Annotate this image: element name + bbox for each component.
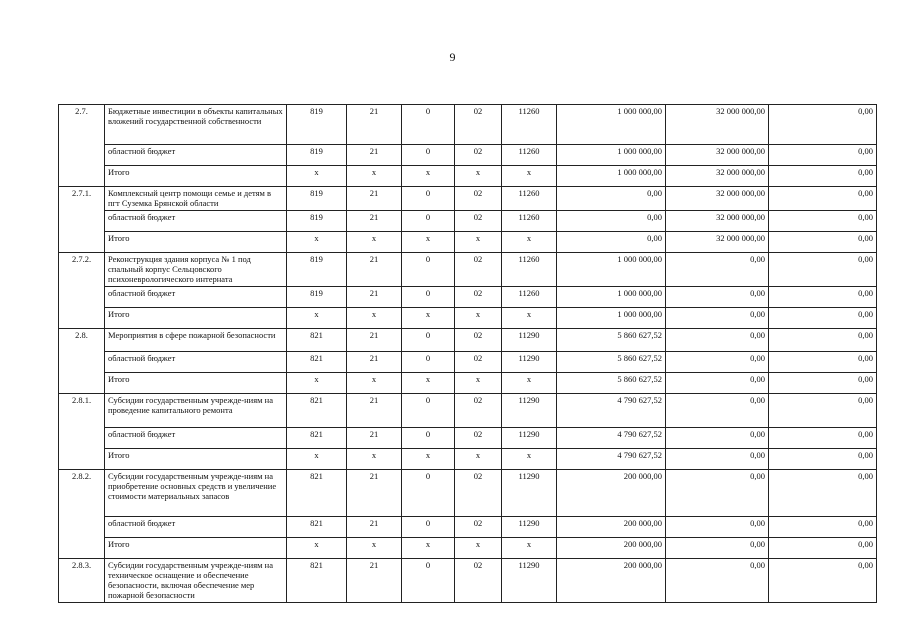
row-name-cell: Бюджетные инвестиции в объекты капитальных вложений государственной собственности bbox=[105, 105, 287, 145]
row-code-cell: х bbox=[455, 308, 502, 329]
row-code-cell: 21 bbox=[347, 287, 402, 308]
row-amount-cell: 0,00 bbox=[769, 211, 877, 232]
row-amount-cell: 32 000 000,00 bbox=[666, 105, 769, 145]
row-code-cell: х bbox=[347, 166, 402, 187]
row-code-cell: х bbox=[402, 308, 455, 329]
row-amount-cell: 1 000 000,00 bbox=[557, 145, 666, 166]
row-amount-cell: 0,00 bbox=[666, 559, 769, 603]
row-amount-cell: 0,00 bbox=[666, 538, 769, 559]
row-code-cell: х bbox=[347, 373, 402, 394]
row-code-cell: 11290 bbox=[502, 394, 557, 428]
row-code-cell: 21 bbox=[347, 394, 402, 428]
table-row bbox=[59, 517, 877, 538]
row-amount-cell: 1 000 000,00 bbox=[557, 253, 666, 287]
budget-table bbox=[58, 104, 877, 603]
row-amount-cell: 0,00 bbox=[557, 187, 666, 211]
row-code-cell: 821 bbox=[287, 428, 347, 449]
row-code-cell: 02 bbox=[455, 428, 502, 449]
row-code-cell: х bbox=[455, 373, 502, 394]
table-row bbox=[59, 428, 877, 449]
row-code-cell: х bbox=[287, 232, 347, 253]
table-row bbox=[59, 329, 877, 352]
row-name-cell: Комплексный центр помощи семье и детям в пгт Суземка Брянской области bbox=[105, 187, 287, 211]
row-code-cell: 821 bbox=[287, 329, 347, 352]
row-amount-cell: 0,00 bbox=[769, 517, 877, 538]
row-code-cell: 02 bbox=[455, 105, 502, 145]
row-code-cell: х bbox=[402, 373, 455, 394]
row-amount-cell: 0,00 bbox=[666, 373, 769, 394]
row-code-cell: 0 bbox=[402, 329, 455, 352]
table-row bbox=[59, 166, 877, 187]
row-code-cell: 11260 bbox=[502, 287, 557, 308]
row-code-cell: 21 bbox=[347, 428, 402, 449]
row-amount-cell: 0,00 bbox=[666, 470, 769, 517]
row-name-cell: областной бюджет bbox=[105, 352, 287, 373]
row-amount-cell: 32 000 000,00 bbox=[666, 187, 769, 211]
row-name-cell: Итого bbox=[105, 232, 287, 253]
row-amount-cell: 32 000 000,00 bbox=[666, 145, 769, 166]
row-code-cell: х bbox=[455, 538, 502, 559]
row-amount-cell: 0,00 bbox=[769, 145, 877, 166]
row-amount-cell: 4 790 627,52 bbox=[557, 449, 666, 470]
row-amount-cell: 0,00 bbox=[769, 428, 877, 449]
row-code-cell: 821 bbox=[287, 559, 347, 603]
row-code-cell: х bbox=[502, 449, 557, 470]
row-amount-cell: 200 000,00 bbox=[557, 538, 666, 559]
row-code-cell: 11260 bbox=[502, 105, 557, 145]
row-code-cell: 21 bbox=[347, 253, 402, 287]
row-code-cell: х bbox=[347, 449, 402, 470]
row-amount-cell: 0,00 bbox=[769, 373, 877, 394]
row-code-cell: 819 bbox=[287, 187, 347, 211]
row-code-cell: 02 bbox=[455, 517, 502, 538]
row-amount-cell: 0,00 bbox=[769, 187, 877, 211]
row-amount-cell: 32 000 000,00 bbox=[666, 166, 769, 187]
row-code-cell: 02 bbox=[455, 329, 502, 352]
row-code-cell: х bbox=[402, 232, 455, 253]
row-code-cell: х bbox=[347, 308, 402, 329]
row-number-cell: 2.8.3. bbox=[59, 559, 105, 603]
row-code-cell: 0 bbox=[402, 211, 455, 232]
row-code-cell: 02 bbox=[455, 287, 502, 308]
row-amount-cell: 0,00 bbox=[557, 232, 666, 253]
row-code-cell: 21 bbox=[347, 187, 402, 211]
row-code-cell: х bbox=[287, 449, 347, 470]
row-amount-cell: 200 000,00 bbox=[557, 470, 666, 517]
row-code-cell: 0 bbox=[402, 352, 455, 373]
row-amount-cell: 0,00 bbox=[666, 394, 769, 428]
row-code-cell: х bbox=[402, 538, 455, 559]
table-row bbox=[59, 308, 877, 329]
page-number: 9 bbox=[449, 50, 456, 64]
row-amount-cell: 5 860 627,52 bbox=[557, 329, 666, 352]
row-name-cell: областной бюджет bbox=[105, 211, 287, 232]
row-code-cell: 21 bbox=[347, 145, 402, 166]
row-amount-cell: 5 860 627,52 bbox=[557, 373, 666, 394]
row-code-cell: х bbox=[402, 166, 455, 187]
row-code-cell: 0 bbox=[402, 517, 455, 538]
row-name-cell: Субсидии государственным учрежде-ниям на проведение капитального ремонта bbox=[105, 394, 287, 428]
row-code-cell: 21 bbox=[347, 105, 402, 145]
table-row bbox=[59, 470, 877, 517]
table-row bbox=[59, 373, 877, 394]
row-code-cell: 0 bbox=[402, 394, 455, 428]
row-number-cell: 2.7. bbox=[59, 105, 105, 187]
row-code-cell: 11260 bbox=[502, 211, 557, 232]
row-name-cell: Реконструкция здания корпуса № 1 под спальный корпус Сельцовского психоневрологического интерната bbox=[105, 253, 287, 287]
row-code-cell: 11290 bbox=[502, 517, 557, 538]
row-amount-cell: 5 860 627,52 bbox=[557, 352, 666, 373]
row-amount-cell: 0,00 bbox=[666, 329, 769, 352]
row-amount-cell: 0,00 bbox=[769, 329, 877, 352]
row-code-cell: 0 bbox=[402, 253, 455, 287]
row-code-cell: х bbox=[347, 232, 402, 253]
row-name-cell: Итого bbox=[105, 538, 287, 559]
row-amount-cell: 0,00 bbox=[769, 470, 877, 517]
row-code-cell: 0 bbox=[402, 145, 455, 166]
row-number-cell: 2.8. bbox=[59, 329, 105, 394]
table-body bbox=[59, 105, 877, 603]
row-code-cell: 821 bbox=[287, 470, 347, 517]
row-amount-cell: 0,00 bbox=[666, 352, 769, 373]
row-number-cell: 2.7.2. bbox=[59, 253, 105, 329]
table-row bbox=[59, 253, 877, 287]
row-code-cell: х bbox=[347, 538, 402, 559]
row-code-cell: х bbox=[502, 538, 557, 559]
row-amount-cell: 0,00 bbox=[557, 211, 666, 232]
row-code-cell: 11290 bbox=[502, 428, 557, 449]
table-row bbox=[59, 559, 877, 603]
row-code-cell: 0 bbox=[402, 105, 455, 145]
row-code-cell: 819 bbox=[287, 253, 347, 287]
row-code-cell: 819 bbox=[287, 145, 347, 166]
table-row bbox=[59, 352, 877, 373]
row-code-cell: 11290 bbox=[502, 559, 557, 603]
row-name-cell: Итого bbox=[105, 373, 287, 394]
row-amount-cell: 0,00 bbox=[769, 449, 877, 470]
row-amount-cell: 4 790 627,52 bbox=[557, 428, 666, 449]
row-code-cell: 819 bbox=[287, 105, 347, 145]
row-code-cell: 819 bbox=[287, 287, 347, 308]
row-code-cell: х bbox=[287, 308, 347, 329]
row-amount-cell: 0,00 bbox=[769, 352, 877, 373]
row-name-cell: областной бюджет bbox=[105, 517, 287, 538]
row-name-cell: Итого bbox=[105, 308, 287, 329]
row-code-cell: 11260 bbox=[502, 145, 557, 166]
row-code-cell: 0 bbox=[402, 287, 455, 308]
row-name-cell: Итого bbox=[105, 449, 287, 470]
row-code-cell: 02 bbox=[455, 352, 502, 373]
row-code-cell: 821 bbox=[287, 394, 347, 428]
row-code-cell: х bbox=[455, 166, 502, 187]
row-amount-cell: 0,00 bbox=[769, 287, 877, 308]
row-number-cell: 2.8.1. bbox=[59, 394, 105, 470]
row-code-cell: 21 bbox=[347, 352, 402, 373]
row-code-cell: 0 bbox=[402, 428, 455, 449]
table-row bbox=[59, 232, 877, 253]
row-code-cell: х bbox=[287, 538, 347, 559]
row-amount-cell: 0,00 bbox=[769, 559, 877, 603]
row-code-cell: 02 bbox=[455, 470, 502, 517]
table-row bbox=[59, 187, 877, 211]
table-row bbox=[59, 105, 877, 145]
row-code-cell: 11290 bbox=[502, 470, 557, 517]
row-code-cell: х bbox=[402, 449, 455, 470]
row-code-cell: 02 bbox=[455, 253, 502, 287]
row-code-cell: 821 bbox=[287, 352, 347, 373]
row-code-cell: 02 bbox=[455, 394, 502, 428]
row-amount-cell: 0,00 bbox=[769, 105, 877, 145]
row-code-cell: 0 bbox=[402, 470, 455, 517]
row-amount-cell: 4 790 627,52 bbox=[557, 394, 666, 428]
row-code-cell: 02 bbox=[455, 187, 502, 211]
row-code-cell: 21 bbox=[347, 470, 402, 517]
row-code-cell: х bbox=[455, 449, 502, 470]
row-code-cell: 11260 bbox=[502, 187, 557, 211]
row-code-cell: 21 bbox=[347, 211, 402, 232]
table-row bbox=[59, 394, 877, 428]
row-number-cell: 2.7.1. bbox=[59, 187, 105, 253]
row-code-cell: 21 bbox=[347, 329, 402, 352]
row-code-cell: х bbox=[502, 308, 557, 329]
row-number-cell: 2.8.2. bbox=[59, 470, 105, 559]
row-code-cell: 21 bbox=[347, 559, 402, 603]
row-amount-cell: 200 000,00 bbox=[557, 517, 666, 538]
row-amount-cell: 0,00 bbox=[769, 253, 877, 287]
row-amount-cell: 0,00 bbox=[769, 308, 877, 329]
row-code-cell: 819 bbox=[287, 211, 347, 232]
table-row bbox=[59, 211, 877, 232]
row-name-cell: Субсидии государственным учрежде-ниям на приобретение основных средств и увеличение стоимости материальных запасов bbox=[105, 470, 287, 517]
row-name-cell: областной бюджет bbox=[105, 428, 287, 449]
row-code-cell: х bbox=[287, 373, 347, 394]
row-code-cell: 0 bbox=[402, 559, 455, 603]
row-name-cell: областной бюджет bbox=[105, 287, 287, 308]
row-code-cell: х bbox=[502, 232, 557, 253]
row-code-cell: х bbox=[502, 373, 557, 394]
row-code-cell: х bbox=[455, 232, 502, 253]
row-name-cell: Итого bbox=[105, 166, 287, 187]
row-code-cell: 11290 bbox=[502, 352, 557, 373]
row-code-cell: 02 bbox=[455, 145, 502, 166]
row-code-cell: х bbox=[502, 166, 557, 187]
row-code-cell: 0 bbox=[402, 187, 455, 211]
row-amount-cell: 0,00 bbox=[666, 428, 769, 449]
row-code-cell: х bbox=[287, 166, 347, 187]
row-code-cell: 02 bbox=[455, 559, 502, 603]
row-amount-cell: 1 000 000,00 bbox=[557, 308, 666, 329]
row-amount-cell: 1 000 000,00 bbox=[557, 105, 666, 145]
table-row bbox=[59, 538, 877, 559]
row-amount-cell: 32 000 000,00 bbox=[666, 211, 769, 232]
row-amount-cell: 0,00 bbox=[769, 232, 877, 253]
row-amount-cell: 0,00 bbox=[769, 166, 877, 187]
table-row bbox=[59, 287, 877, 308]
row-amount-cell: 0,00 bbox=[666, 308, 769, 329]
row-amount-cell: 0,00 bbox=[666, 287, 769, 308]
row-code-cell: 02 bbox=[455, 211, 502, 232]
row-amount-cell: 1 000 000,00 bbox=[557, 287, 666, 308]
row-name-cell: Субсидии государственным учрежде-ниям на техническое оснащение и обеспечение безопасности, включая обеспечение мер пожарной безопасности bbox=[105, 559, 287, 603]
row-amount-cell: 0,00 bbox=[666, 517, 769, 538]
table-row bbox=[59, 449, 877, 470]
row-amount-cell: 0,00 bbox=[666, 253, 769, 287]
row-amount-cell: 32 000 000,00 bbox=[666, 232, 769, 253]
row-name-cell: Мероприятия в сфере пожарной безопасности bbox=[105, 329, 287, 352]
table-row bbox=[59, 145, 877, 166]
row-code-cell: 21 bbox=[347, 517, 402, 538]
row-amount-cell: 1 000 000,00 bbox=[557, 166, 666, 187]
row-amount-cell: 200 000,00 bbox=[557, 559, 666, 603]
row-amount-cell: 0,00 bbox=[769, 394, 877, 428]
row-code-cell: 11290 bbox=[502, 329, 557, 352]
row-amount-cell: 0,00 bbox=[666, 449, 769, 470]
row-name-cell: областной бюджет bbox=[105, 145, 287, 166]
row-code-cell: 11260 bbox=[502, 253, 557, 287]
row-code-cell: 821 bbox=[287, 517, 347, 538]
row-amount-cell: 0,00 bbox=[769, 538, 877, 559]
